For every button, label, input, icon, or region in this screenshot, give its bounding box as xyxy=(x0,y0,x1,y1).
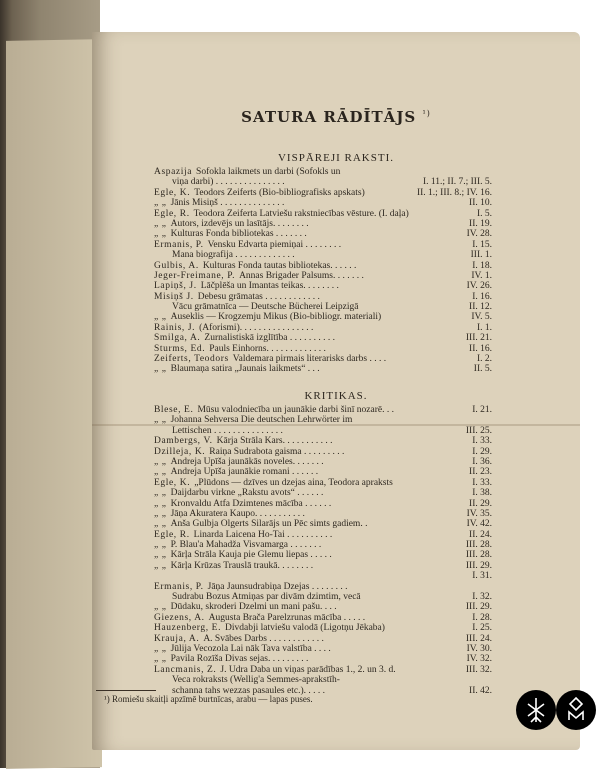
toc-row xyxy=(154,250,492,260)
toc-row xyxy=(154,209,492,219)
toc-row xyxy=(154,467,492,477)
section-heading-criticism: KRITIKAS. xyxy=(304,390,368,402)
toc-author: „ „ xyxy=(154,229,167,240)
toc-reference: I. 38. xyxy=(472,488,492,499)
toc-reference: II. 16. xyxy=(469,343,492,354)
toc-row xyxy=(154,602,492,612)
toc-reference: I. 15. xyxy=(472,239,492,250)
toc-row xyxy=(154,281,492,291)
toc-reference: IV. 26. xyxy=(466,281,492,292)
toc-title: Kārļa Krūzas Trauslā traukā. . . . . . . . xyxy=(170,560,314,571)
toc-row xyxy=(154,654,492,664)
toc-author: Blese, E. xyxy=(154,405,194,415)
toc-reference: IV. 32. xyxy=(466,654,492,665)
toc-row xyxy=(154,478,492,488)
toc-author: „ „ xyxy=(154,550,167,561)
toc-title: Kulturas Fonda tautas bibliotekas. . . . . . xyxy=(202,260,357,271)
toc-author: Krauja, A. xyxy=(154,633,200,644)
toc-title: Lāčplēša un Imantas teikas. . . . . . . . xyxy=(200,281,339,292)
toc-row xyxy=(154,488,492,498)
toc-reference: III. 28. xyxy=(465,550,492,561)
toc-row xyxy=(154,644,492,654)
toc-reference: I. 18. xyxy=(472,260,492,271)
toc-author: „ „ xyxy=(154,519,167,530)
criticism-list xyxy=(154,405,492,696)
toc-author: Zeiferts, Teodors xyxy=(154,354,229,365)
toc-author: Misiņš J. xyxy=(154,291,194,302)
toc-row xyxy=(154,530,492,540)
toc-reference: IV. 42. xyxy=(466,519,492,530)
section-heading-general: VISPĀREJI RAKSTI. xyxy=(277,152,394,164)
page-title xyxy=(92,108,580,126)
toc-author: Dzilleja, K. xyxy=(154,446,206,457)
toc-reference: II. 10. xyxy=(469,198,492,209)
toc-reference: IV. 35. xyxy=(466,508,492,519)
toc-reference xyxy=(488,675,492,685)
toc-row xyxy=(154,188,492,198)
toc-title: Anša Gulbja Olgerts Silarājs un Pēc simts gadiem. . xyxy=(170,519,368,530)
toc-author: Smilga, A. xyxy=(154,333,201,344)
toc-author: „ „ xyxy=(154,498,167,509)
folk-ornament-icon xyxy=(556,690,596,730)
toc-row xyxy=(154,323,492,333)
toc-row xyxy=(154,571,492,581)
toc-reference: III. 24. xyxy=(465,633,492,644)
facing-page xyxy=(6,39,102,769)
toc-author: Hauzenberg, E. xyxy=(154,623,222,634)
toc-title: Annas Brigader Palsums. . . . . . . xyxy=(239,270,364,281)
toc-author: „ „ xyxy=(154,312,167,323)
toc-title: Mūsu valodniecība un jaunākie darbi šinī nozarē. . . xyxy=(197,405,394,415)
title-footnote-marker: ¹) xyxy=(422,109,431,118)
toc-author: Rainis, J. xyxy=(154,322,196,333)
toc-row xyxy=(154,177,492,187)
toc-reference: I. 28. xyxy=(472,612,492,623)
toc-reference: I. 33. xyxy=(472,436,492,447)
toc-author: „ „ xyxy=(154,508,167,519)
toc-reference: I. 33. xyxy=(472,477,492,488)
toc-row xyxy=(154,271,492,281)
toc-author: „ „ xyxy=(154,488,167,499)
toc-reference: II. 42. xyxy=(469,685,492,696)
toc-row xyxy=(154,415,492,425)
toc-author: Sturms, Ed. xyxy=(154,343,206,354)
toc-row xyxy=(154,665,492,675)
toc-author: „ „ xyxy=(154,654,167,665)
document-page xyxy=(92,32,580,750)
toc-author: Egle, R. xyxy=(154,529,190,540)
toc-title: Linarda Laicena Ho-Tai . . . . . . . . . . xyxy=(193,529,333,540)
toc-author: Gulbis, A. xyxy=(154,260,199,271)
toc-reference: I. 32. xyxy=(472,592,492,603)
toc-title: Auseklis — Krogzemju Mikus (Bio-bibliogr. materiali) xyxy=(170,312,382,323)
toc-row xyxy=(154,219,492,229)
toc-author: Lapiņš, J. xyxy=(154,281,197,292)
toc-title: Pavila Rozīša Divas sejas. . . . . . . . . xyxy=(170,654,309,665)
toc-title: Augusta Brača Parelzrunas mācība . . . . . xyxy=(208,612,366,623)
toc-title: Žurnalistiskā izglītība . . . . . . . . . . xyxy=(204,333,335,344)
toc-title: Sudrabu Bozus Atmiņas par divām dzimtim, vecā xyxy=(172,592,361,603)
toc-title: Andreja Upīša jaunākie romani . . . . . . xyxy=(170,467,319,478)
folk-ornament-icon xyxy=(516,690,556,730)
page-title-text: SATURA RĀDĪTĀJS xyxy=(241,108,417,126)
toc-row xyxy=(154,344,492,354)
toc-row xyxy=(154,198,492,208)
toc-author: „ „ xyxy=(154,540,167,551)
toc-row xyxy=(154,364,492,374)
toc-reference: I. 31. xyxy=(472,571,492,582)
toc-title: Teodora Zeiferta Latviešu rakstniecības vēsture. (I. daļa) xyxy=(193,208,409,219)
toc-row xyxy=(154,582,492,592)
toc-row xyxy=(154,229,492,239)
toc-row xyxy=(154,167,492,177)
toc-reference: III. 21. xyxy=(465,333,492,344)
toc-reference: II. 12. xyxy=(469,302,492,313)
toc-reference: I. 36. xyxy=(472,456,492,467)
toc-row xyxy=(154,457,492,467)
toc-reference: II. 23. xyxy=(469,467,492,478)
toc-title: Daijdarbu virkne „Rakstu avots“ . . . . . . xyxy=(170,488,324,499)
toc-author: Dambergs, V. xyxy=(154,436,213,447)
toc-title: J. Udra Daba un viņas parādības 1., 2. un 3. d. xyxy=(220,664,396,675)
toc-row xyxy=(154,261,492,271)
toc-row xyxy=(154,354,492,364)
toc-author: „ „ xyxy=(154,218,167,229)
toc-reference xyxy=(488,582,492,592)
toc-reference: III. 29. xyxy=(465,602,492,613)
footnote: ¹) Romiešu skaitļi apzīmē burtnīcas, arabu — lapas puses. xyxy=(104,694,313,704)
toc-reference: IV. 5. xyxy=(471,312,492,323)
toc-author: „ „ xyxy=(154,643,167,654)
toc-title: Autors, izdevējs un lasītājs. . . . . . . . xyxy=(170,218,309,229)
toc-title: Lettischen . . . . . . . . . . . . . . . xyxy=(172,425,283,436)
toc-author: „ „ xyxy=(154,467,167,478)
toc-row xyxy=(154,312,492,322)
toc-row xyxy=(154,623,492,633)
toc-row xyxy=(154,436,492,446)
footnote-rule xyxy=(96,690,156,691)
toc-reference: IV. 30. xyxy=(466,643,492,654)
toc-row xyxy=(154,592,492,602)
toc-row xyxy=(154,509,492,519)
toc-author: „ „ xyxy=(154,415,167,426)
toc-title: Vācu grāmatnīca — Deutsche Bücherei Leipzigā xyxy=(172,302,359,313)
toc-author: „ „ xyxy=(154,456,167,467)
toc-reference xyxy=(488,415,492,425)
toc-title: Veca rokraksts (Wellig'a Semmes-aprakstīh- xyxy=(172,675,340,686)
toc-reference: III. 1. xyxy=(470,250,492,261)
toc-reference: I. 21. xyxy=(472,405,492,415)
toc-author: Jeger-Freimane, P. xyxy=(154,270,236,281)
toc-reference: III. 32. xyxy=(465,664,492,675)
toc-author: Egle, R. xyxy=(154,208,190,219)
toc-row xyxy=(154,405,492,415)
toc-author: Egle, K. xyxy=(154,477,191,488)
toc-row xyxy=(154,302,492,312)
toc-author: Lancmanis, Z. xyxy=(154,664,217,675)
toc-author: Ermanis, P. xyxy=(154,239,204,250)
toc-author: Aspazija xyxy=(154,167,193,177)
toc-reference: I. 11.; II. 7.; III. 5. xyxy=(422,177,492,188)
toc-reference: II. 5. xyxy=(473,364,492,375)
toc-row xyxy=(154,447,492,457)
toc-reference: III. 25. xyxy=(465,425,492,436)
toc-reference: I. 5. xyxy=(476,208,492,219)
toc-reference: I. 1. xyxy=(476,322,492,333)
toc-row xyxy=(154,613,492,623)
toc-title: Andreja Upīša jaunākās noveles. . . . . . . xyxy=(170,456,324,467)
toc-reference: II. 24. xyxy=(469,529,492,540)
toc-reference: III. 29. xyxy=(465,560,492,571)
toc-row xyxy=(154,634,492,644)
toc-title: A. Švābes Darbs . . . . . . . . . . . . xyxy=(203,633,324,644)
toc-title: Vensku Edvarta piemiņai . . . . . . . . xyxy=(207,239,342,250)
general-articles-list xyxy=(154,167,492,375)
toc-title xyxy=(154,571,468,581)
toc-author: Giezens, A. xyxy=(154,612,205,623)
toc-title: Pauls Einhorns. . . . . . . . . . . . . xyxy=(209,343,326,354)
toc-title: Kārļa Strāla Kauja pie Glemu liepas . . . . . xyxy=(170,550,332,561)
toc-reference: I. 29. xyxy=(472,446,492,457)
toc-row xyxy=(154,240,492,250)
toc-title: Jānis Misiņš . . . . . . . . . . . . . . xyxy=(170,198,285,209)
toc-reference: I. 2. xyxy=(476,354,492,365)
toc-reference xyxy=(488,167,492,177)
toc-row xyxy=(154,333,492,343)
toc-title: Blaumaņa satira „Jaunais laikmets“ . . . xyxy=(170,364,320,375)
toc-row xyxy=(154,675,492,685)
toc-title: Kārja Strāla Kars. . . . . . . . . . . xyxy=(216,436,333,447)
toc-title: Jāņa Jaunsudrabiņa Dzejas . . . . . . . . xyxy=(207,581,348,592)
toc-row xyxy=(154,499,492,509)
toc-title: Kulturas Fonda bibliotekas . . . . . . . xyxy=(170,229,307,240)
toc-title: schanna tahs wezzas pasaules etc.). . . . . xyxy=(172,685,325,696)
toc-reference: IV. 1. xyxy=(471,270,492,281)
toc-author: „ „ xyxy=(154,364,167,375)
toc-row xyxy=(154,540,492,550)
toc-title: Jāņa Akuratera Kaupo. . . . . . . . . . . xyxy=(170,508,305,519)
toc-author: Ermanis, P. xyxy=(154,581,204,592)
toc-reference: II. 29. xyxy=(469,498,492,509)
toc-row xyxy=(154,292,492,302)
toc-title: Kronvaldu Atfa Dzimtenes mācība . . . . . . xyxy=(170,498,332,509)
toc-title: Valdemara pirmais literarisks darbs . . . . xyxy=(232,354,387,365)
toc-title: Mana biografija . . . . . . . . . . . . . xyxy=(172,250,295,261)
toc-row xyxy=(154,550,492,560)
toc-title: Raiņa Sudrabota gaisma . . . . . . . . . xyxy=(209,446,345,457)
toc-title: „Plūdons — dzīves un dzejas aina, Teodora apraksts xyxy=(194,477,393,488)
toc-title: Debesu grāmatas . . . . . . . . . . . . xyxy=(197,291,320,302)
toc-author: „ „ xyxy=(154,602,167,613)
toc-author: „ „ xyxy=(154,198,167,209)
toc-title: Jūlija Vecozola Lai nāk Tava valstība . . . . xyxy=(170,643,331,654)
toc-row xyxy=(154,519,492,529)
toc-reference: I. 25. xyxy=(472,623,492,634)
toc-title: Divdabji latviešu valodā (Ligotņu Jēkaba) xyxy=(225,623,385,634)
toc-title: (Aforismi). . . . . . . . . . . . . . . . xyxy=(199,322,314,333)
toc-title: viņa darbi) . . . . . . . . . . . . . . . xyxy=(172,177,285,188)
toc-author: „ „ xyxy=(154,560,167,571)
toc-row xyxy=(154,426,492,436)
toc-reference: II. 1.; III. 8.; IV. 16. xyxy=(416,187,492,198)
toc-reference: II. 19. xyxy=(469,218,492,229)
toc-reference: III. 28. xyxy=(465,540,492,551)
toc-title: Dūdaku, skroderi Dzelmi un mani pašu. . . . xyxy=(170,602,337,613)
toc-title: P. Blau'a Mahadža Visvamarga . . . . . . . xyxy=(170,540,322,551)
toc-author: Egle, K. xyxy=(154,187,191,198)
toc-title: Johanna Sehversa Die deutschen Lehrwörter im xyxy=(170,415,353,426)
toc-title: Teodors Zeiferts (Bio-bibliografisks apskats) xyxy=(194,187,365,198)
toc-title: Sofokla laikmets un darbi (Sofokls un xyxy=(196,167,341,177)
toc-reference: IV. 28. xyxy=(466,229,492,240)
toc-row xyxy=(154,561,492,571)
toc-reference: I. 16. xyxy=(472,291,492,302)
